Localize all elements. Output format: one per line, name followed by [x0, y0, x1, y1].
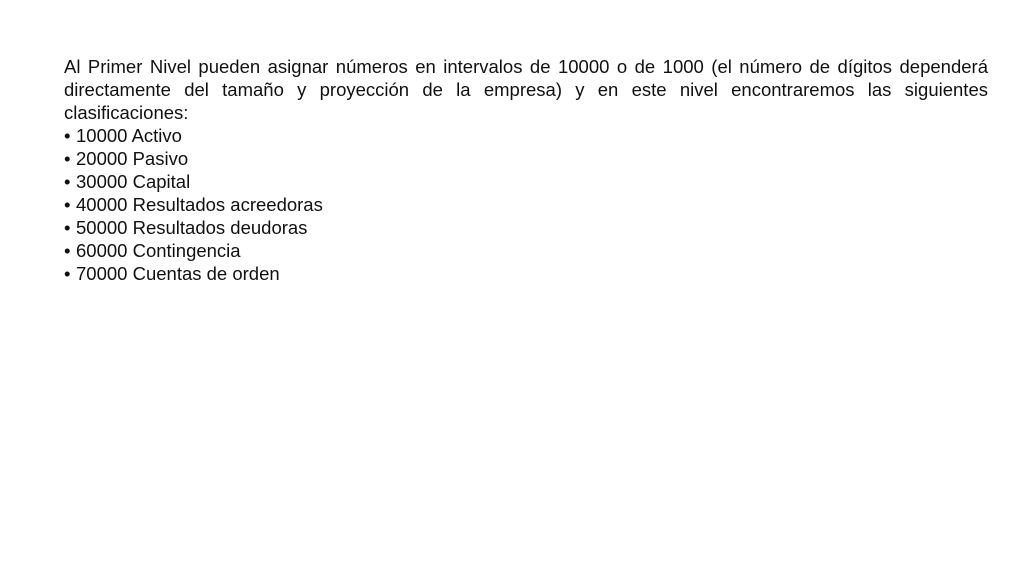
- item-code: 40000: [76, 194, 128, 215]
- bullet: •: [64, 194, 71, 215]
- list-item-pasivo: [64, 147, 988, 170]
- item-label: Contingencia: [132, 240, 241, 261]
- text-block: [64, 55, 988, 285]
- intro-paragraph: Al Primer Nivel pueden asignar números en intervalos de 10000 o de 1000 (el número de dígitos dependerá directamente del tamaño y proyección de la empresa) y en este nivel encontraremos las siguientes clasificaciones:: [64, 56, 988, 123]
- item-code: 30000: [76, 171, 128, 192]
- list-item-activo: [64, 124, 988, 147]
- list-item-resultados-deudoras: [64, 216, 988, 239]
- item-label: Activo: [131, 125, 182, 146]
- bullet: •: [64, 263, 71, 284]
- list-item-resultados-acreedoras: [64, 193, 988, 216]
- item-code: 20000: [76, 148, 128, 169]
- item-label: Resultados acreedoras: [132, 194, 323, 215]
- list-item-capital: [64, 170, 988, 193]
- item-label: Cuentas de orden: [132, 263, 280, 284]
- bullet: •: [64, 240, 71, 261]
- bullet: •: [64, 217, 71, 238]
- list-item-cuentas-de-orden: [64, 262, 988, 285]
- bullet: •: [64, 125, 71, 146]
- item-label: Resultados deudoras: [132, 217, 308, 238]
- item-code: 60000: [76, 240, 128, 261]
- bullet: •: [64, 171, 71, 192]
- item-label: Capital: [132, 171, 191, 192]
- list-item-contingencia: [64, 239, 988, 262]
- classification-list: [64, 124, 988, 285]
- item-code: 50000: [76, 217, 128, 238]
- bullet: •: [64, 148, 71, 169]
- item-label: Pasivo: [132, 148, 189, 169]
- item-code: 70000: [76, 263, 128, 284]
- item-code: 10000: [76, 125, 128, 146]
